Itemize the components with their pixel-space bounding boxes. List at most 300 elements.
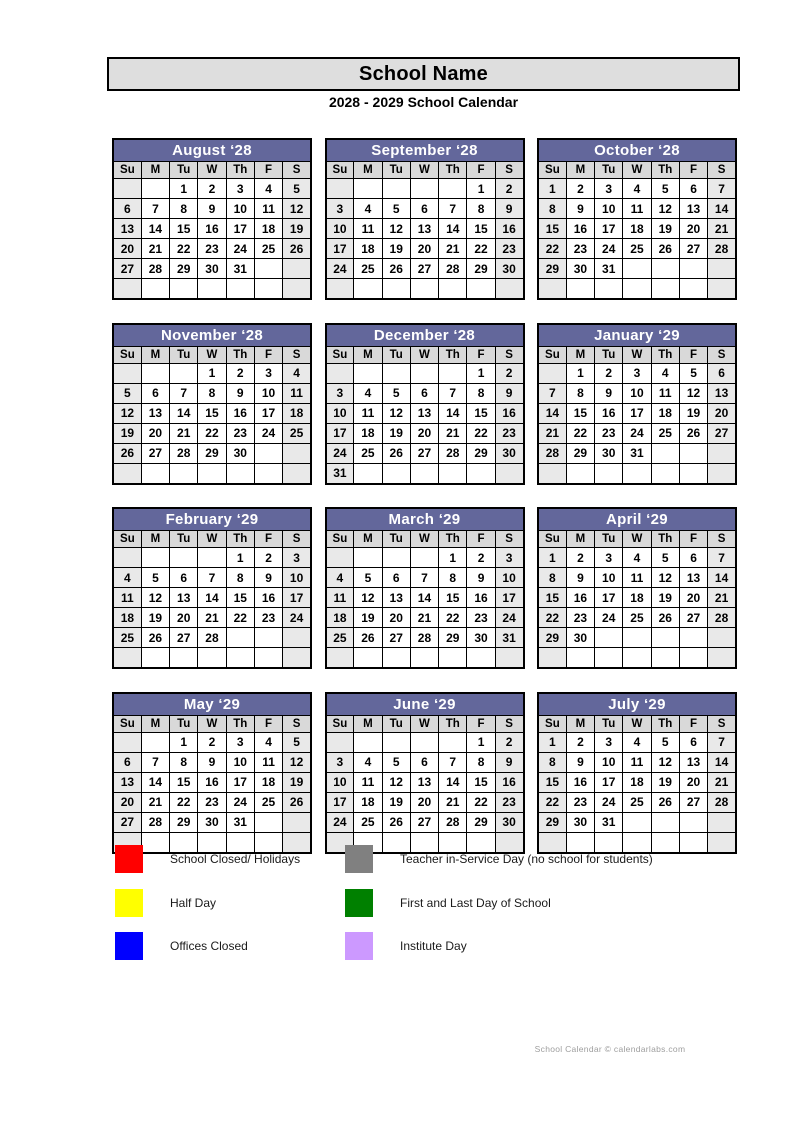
month-title: December ‘28	[326, 324, 524, 347]
day-cell: 4	[623, 732, 651, 752]
day-name-header: M	[141, 346, 169, 363]
day-name-header: W	[410, 346, 438, 363]
day-cell: 16	[495, 403, 523, 423]
day-cell: 5	[382, 383, 410, 403]
day-cell: 8	[538, 752, 566, 772]
empty-day-cell	[283, 648, 311, 669]
day-cell: 8	[198, 383, 226, 403]
day-cell: 21	[708, 588, 736, 608]
day-cell: 13	[382, 588, 410, 608]
day-cell: 27	[113, 259, 141, 279]
day-cell: 11	[283, 383, 311, 403]
day-cell: 12	[354, 588, 382, 608]
day-name-header: F	[467, 162, 495, 179]
empty-day-cell	[410, 548, 438, 568]
empty-day-cell	[113, 363, 141, 383]
day-cell: 19	[651, 588, 679, 608]
day-cell: 22	[467, 423, 495, 443]
month-title: March ‘29	[326, 508, 524, 531]
day-cell: 30	[198, 259, 226, 279]
empty-day-cell	[679, 443, 707, 463]
day-cell: 5	[651, 732, 679, 752]
week-row	[326, 279, 524, 300]
day-cell: 19	[382, 792, 410, 812]
school-name-box	[107, 57, 740, 91]
day-cell: 1	[538, 179, 566, 199]
day-name-header: Su	[326, 715, 354, 732]
day-cell: 16	[595, 403, 623, 423]
day-cell: 10	[326, 772, 354, 792]
empty-day-cell	[651, 812, 679, 832]
day-name-header: Su	[538, 715, 566, 732]
day-name-header: S	[708, 531, 736, 548]
day-cell: 1	[467, 732, 495, 752]
day-cell: 31	[595, 812, 623, 832]
day-cell: 28	[538, 443, 566, 463]
empty-day-cell	[679, 832, 707, 853]
day-cell: 7	[439, 199, 467, 219]
empty-day-cell	[439, 363, 467, 383]
week-row	[326, 423, 524, 443]
day-cell: 20	[410, 239, 438, 259]
day-name-header: S	[495, 162, 523, 179]
day-cell: 15	[170, 219, 198, 239]
month-title: September ‘28	[326, 139, 524, 162]
week-row	[326, 772, 524, 792]
day-cell: 7	[170, 383, 198, 403]
day-name-header: W	[198, 162, 226, 179]
empty-day-cell	[141, 363, 169, 383]
day-cell: 13	[170, 588, 198, 608]
day-name-header: Su	[113, 715, 141, 732]
day-cell: 31	[226, 259, 254, 279]
week-row	[538, 463, 736, 484]
empty-day-cell	[439, 279, 467, 300]
day-cell: 12	[382, 772, 410, 792]
day-cell: 25	[623, 792, 651, 812]
week-row	[113, 548, 311, 568]
day-cell: 31	[495, 628, 523, 648]
empty-day-cell	[623, 648, 651, 669]
week-row	[326, 792, 524, 812]
day-cell: 2	[467, 548, 495, 568]
day-cell: 22	[538, 239, 566, 259]
months-grid	[112, 138, 737, 854]
day-cell: 26	[113, 443, 141, 463]
day-cell: 9	[467, 568, 495, 588]
month-calendar	[325, 138, 525, 300]
day-name-header: F	[679, 346, 707, 363]
day-cell: 19	[651, 772, 679, 792]
month-calendar	[112, 692, 312, 854]
day-name-header: Su	[538, 162, 566, 179]
week-row	[113, 443, 311, 463]
legend-color-swatch	[345, 889, 373, 917]
day-cell: 18	[354, 423, 382, 443]
day-cell: 17	[495, 588, 523, 608]
day-cell: 2	[566, 732, 594, 752]
empty-day-cell	[354, 279, 382, 300]
day-name-header: Th	[651, 162, 679, 179]
day-cell: 3	[595, 179, 623, 199]
day-name-header: M	[566, 715, 594, 732]
week-row	[538, 568, 736, 588]
day-cell: 12	[382, 219, 410, 239]
day-cell: 13	[679, 568, 707, 588]
day-name-header: W	[410, 162, 438, 179]
day-cell: 6	[113, 199, 141, 219]
empty-day-cell	[467, 463, 495, 484]
day-cell: 7	[439, 383, 467, 403]
day-cell: 12	[651, 199, 679, 219]
day-name-header: F	[254, 162, 282, 179]
day-name-header: M	[566, 531, 594, 548]
day-cell: 8	[170, 752, 198, 772]
day-cell: 17	[226, 219, 254, 239]
empty-day-cell	[708, 628, 736, 648]
day-cell: 20	[679, 588, 707, 608]
empty-day-cell	[382, 648, 410, 669]
day-cell: 22	[439, 608, 467, 628]
day-name-header: S	[708, 162, 736, 179]
day-name-header: Su	[538, 346, 566, 363]
day-name-header: S	[495, 531, 523, 548]
week-row	[538, 363, 736, 383]
empty-day-cell	[495, 279, 523, 300]
day-name-header: S	[495, 346, 523, 363]
day-cell: 10	[595, 752, 623, 772]
week-row	[538, 608, 736, 628]
legend-item	[115, 932, 345, 960]
week-row	[113, 383, 311, 403]
empty-day-cell	[326, 732, 354, 752]
day-name-header: Tu	[382, 346, 410, 363]
empty-day-cell	[226, 463, 254, 484]
day-name-header: M	[566, 346, 594, 363]
day-cell: 5	[283, 732, 311, 752]
day-cell: 20	[410, 792, 438, 812]
day-cell: 16	[198, 219, 226, 239]
day-cell: 27	[410, 259, 438, 279]
day-cell: 29	[467, 812, 495, 832]
day-cell: 10	[226, 752, 254, 772]
day-cell: 19	[679, 403, 707, 423]
day-cell: 24	[326, 443, 354, 463]
day-cell: 7	[410, 568, 438, 588]
day-cell: 26	[382, 443, 410, 463]
day-cell: 23	[566, 792, 594, 812]
day-cell: 17	[326, 423, 354, 443]
day-cell: 27	[708, 423, 736, 443]
day-cell: 29	[566, 443, 594, 463]
empty-day-cell	[623, 259, 651, 279]
day-cell: 5	[354, 568, 382, 588]
day-name-header: Su	[113, 531, 141, 548]
empty-day-cell	[679, 463, 707, 484]
day-cell: 10	[495, 568, 523, 588]
day-cell: 3	[623, 363, 651, 383]
day-cell: 30	[226, 443, 254, 463]
day-cell: 10	[595, 199, 623, 219]
day-cell: 2	[198, 179, 226, 199]
day-cell: 16	[495, 219, 523, 239]
empty-day-cell	[141, 179, 169, 199]
day-cell: 30	[566, 628, 594, 648]
day-cell: 27	[382, 628, 410, 648]
day-cell: 8	[467, 752, 495, 772]
day-cell: 9	[198, 199, 226, 219]
day-name-header: M	[354, 162, 382, 179]
day-cell: 9	[226, 383, 254, 403]
day-cell: 13	[141, 403, 169, 423]
empty-day-cell	[679, 648, 707, 669]
day-name-header: M	[354, 531, 382, 548]
week-row	[326, 648, 524, 669]
day-cell: 1	[566, 363, 594, 383]
week-row	[113, 628, 311, 648]
day-cell: 29	[170, 812, 198, 832]
legend-color-swatch	[345, 845, 373, 873]
day-cell: 25	[354, 812, 382, 832]
day-cell: 20	[113, 239, 141, 259]
month-calendar	[325, 323, 525, 485]
empty-day-cell	[254, 279, 282, 300]
empty-day-cell	[141, 279, 169, 300]
day-cell: 23	[198, 239, 226, 259]
day-cell: 6	[708, 363, 736, 383]
day-cell: 11	[254, 199, 282, 219]
empty-day-cell	[326, 279, 354, 300]
day-cell: 3	[495, 548, 523, 568]
day-name-header: Tu	[382, 715, 410, 732]
day-cell: 15	[538, 219, 566, 239]
day-cell: 19	[113, 423, 141, 443]
day-cell: 21	[708, 219, 736, 239]
week-row	[538, 443, 736, 463]
day-cell: 23	[495, 239, 523, 259]
day-cell: 18	[254, 772, 282, 792]
day-cell: 16	[566, 219, 594, 239]
day-name-header: Th	[439, 531, 467, 548]
week-row	[326, 588, 524, 608]
empty-day-cell	[382, 363, 410, 383]
week-row	[113, 752, 311, 772]
empty-day-cell	[467, 279, 495, 300]
empty-day-cell	[226, 628, 254, 648]
day-name-header: S	[283, 715, 311, 732]
day-cell: 4	[623, 179, 651, 199]
empty-day-cell	[708, 259, 736, 279]
empty-day-cell	[623, 463, 651, 484]
empty-day-cell	[566, 279, 594, 300]
legend-item	[115, 845, 345, 873]
empty-day-cell	[113, 732, 141, 752]
legend-label: Offices Closed	[170, 939, 248, 953]
day-cell: 31	[226, 812, 254, 832]
day-cell: 14	[708, 199, 736, 219]
week-row	[538, 548, 736, 568]
day-cell: 18	[254, 219, 282, 239]
day-cell: 10	[326, 403, 354, 423]
day-name-header: Th	[226, 531, 254, 548]
day-cell: 19	[354, 608, 382, 628]
day-cell: 24	[226, 239, 254, 259]
day-cell: 28	[708, 608, 736, 628]
day-cell: 9	[566, 568, 594, 588]
empty-day-cell	[410, 732, 438, 752]
day-cell: 8	[538, 568, 566, 588]
day-cell: 5	[382, 199, 410, 219]
day-cell: 28	[439, 443, 467, 463]
day-cell: 14	[439, 403, 467, 423]
day-cell: 9	[495, 383, 523, 403]
day-cell: 22	[170, 239, 198, 259]
day-cell: 9	[254, 568, 282, 588]
empty-day-cell	[566, 648, 594, 669]
day-cell: 30	[495, 812, 523, 832]
day-cell: 11	[623, 199, 651, 219]
empty-day-cell	[254, 812, 282, 832]
day-cell: 7	[538, 383, 566, 403]
day-cell: 18	[113, 608, 141, 628]
empty-day-cell	[198, 279, 226, 300]
day-cell: 14	[708, 752, 736, 772]
day-cell: 3	[326, 199, 354, 219]
month-title: October ‘28	[538, 139, 736, 162]
empty-day-cell	[651, 832, 679, 853]
day-cell: 29	[467, 443, 495, 463]
legend	[115, 845, 653, 960]
empty-day-cell	[439, 179, 467, 199]
day-cell: 5	[141, 568, 169, 588]
day-name-header: W	[198, 531, 226, 548]
day-cell: 21	[141, 792, 169, 812]
day-name-header: Tu	[595, 346, 623, 363]
empty-day-cell	[439, 463, 467, 484]
day-name-header: W	[410, 715, 438, 732]
day-cell: 13	[410, 219, 438, 239]
empty-day-cell	[410, 463, 438, 484]
day-name-header: F	[679, 715, 707, 732]
month-calendar	[112, 507, 312, 669]
day-cell: 14	[439, 219, 467, 239]
day-cell: 24	[226, 792, 254, 812]
footer-credit: School Calendar © calendarlabs.com	[534, 1044, 686, 1054]
day-name-header: Th	[651, 531, 679, 548]
day-cell: 18	[623, 219, 651, 239]
day-cell: 4	[354, 199, 382, 219]
week-row	[326, 568, 524, 588]
day-name-header: W	[198, 715, 226, 732]
day-name-header: M	[566, 162, 594, 179]
month-title: February ‘29	[113, 508, 311, 531]
day-cell: 5	[382, 752, 410, 772]
day-cell: 27	[113, 812, 141, 832]
month-calendar	[112, 323, 312, 485]
week-row	[538, 219, 736, 239]
day-cell: 11	[354, 772, 382, 792]
week-row	[538, 403, 736, 423]
day-cell: 3	[595, 732, 623, 752]
empty-day-cell	[651, 259, 679, 279]
week-row	[326, 463, 524, 484]
day-cell: 20	[708, 403, 736, 423]
empty-day-cell	[708, 443, 736, 463]
empty-day-cell	[410, 179, 438, 199]
week-row	[326, 363, 524, 383]
day-name-header: Tu	[170, 531, 198, 548]
day-cell: 7	[198, 568, 226, 588]
legend-item	[115, 889, 345, 917]
day-cell: 29	[467, 259, 495, 279]
day-name-header: Th	[651, 346, 679, 363]
day-cell: 2	[226, 363, 254, 383]
day-cell: 6	[679, 732, 707, 752]
day-cell: 16	[467, 588, 495, 608]
day-cell: 30	[595, 443, 623, 463]
day-cell: 26	[651, 608, 679, 628]
day-cell: 13	[410, 772, 438, 792]
day-cell: 12	[113, 403, 141, 423]
day-cell: 10	[283, 568, 311, 588]
week-row	[113, 363, 311, 383]
day-name-header: Su	[326, 162, 354, 179]
day-cell: 7	[708, 548, 736, 568]
day-cell: 25	[354, 443, 382, 463]
day-cell: 3	[226, 179, 254, 199]
day-cell: 11	[623, 568, 651, 588]
legend-color-swatch	[115, 889, 143, 917]
day-cell: 4	[623, 548, 651, 568]
empty-day-cell	[326, 363, 354, 383]
day-cell: 29	[538, 812, 566, 832]
week-row	[538, 732, 736, 752]
day-cell: 17	[623, 403, 651, 423]
day-name-header: Tu	[595, 715, 623, 732]
day-cell: 13	[679, 752, 707, 772]
day-cell: 1	[538, 548, 566, 568]
day-cell: 6	[141, 383, 169, 403]
day-cell: 26	[382, 812, 410, 832]
empty-day-cell	[254, 463, 282, 484]
day-cell: 25	[326, 628, 354, 648]
day-cell: 15	[467, 403, 495, 423]
day-cell: 11	[326, 588, 354, 608]
empty-day-cell	[283, 443, 311, 463]
day-cell: 16	[566, 772, 594, 792]
day-cell: 1	[538, 732, 566, 752]
day-name-header: W	[410, 531, 438, 548]
day-cell: 23	[467, 608, 495, 628]
empty-day-cell	[595, 628, 623, 648]
empty-day-cell	[141, 732, 169, 752]
empty-day-cell	[354, 732, 382, 752]
week-row	[326, 403, 524, 423]
empty-day-cell	[623, 812, 651, 832]
legend-label: School Closed/ Holidays	[170, 852, 301, 866]
week-row	[538, 648, 736, 669]
month-title: April ‘29	[538, 508, 736, 531]
week-row	[538, 423, 736, 443]
empty-day-cell	[410, 648, 438, 669]
day-cell: 27	[679, 792, 707, 812]
day-cell: 6	[410, 383, 438, 403]
day-cell: 28	[141, 259, 169, 279]
day-cell: 4	[283, 363, 311, 383]
day-cell: 23	[198, 792, 226, 812]
day-cell: 21	[708, 772, 736, 792]
day-cell: 12	[283, 752, 311, 772]
